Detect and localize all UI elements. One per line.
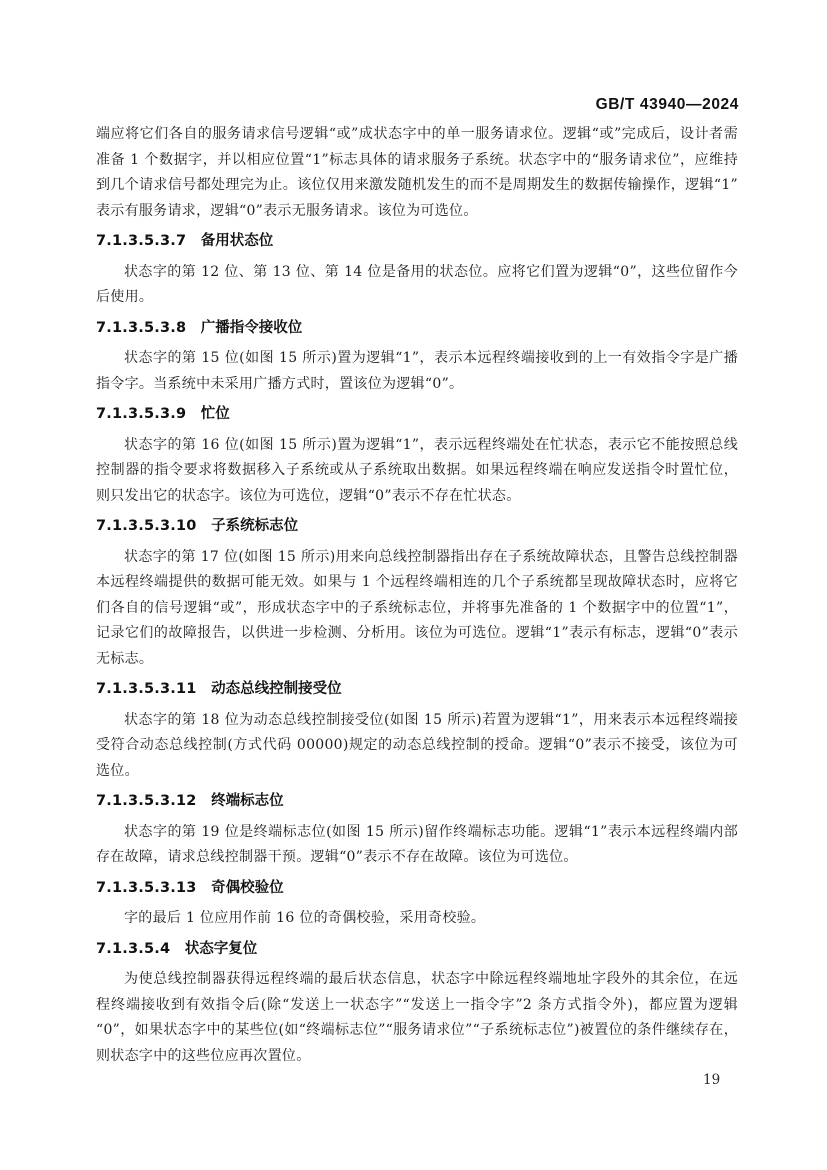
body-paragraph: 为使总线控制器获得远程终端的最后状态信息，状态字中除远程终端地址字段外的其余位，在远程终端接收到有效指令后(除“发送上一状态字”“发送上一指令字”2 条方式指令外)，都应置为逻辑“0”，如果状态字中的某些位(如“终端标志位”“服务请求位”“子系统标志位”)被置位的条件继续存在，则状态字中的这些位应再次置位。: [96, 971, 738, 1064]
section-title: 广播指令接收位: [200, 319, 303, 336]
section-number: 7.1.3.5.3.9: [96, 406, 187, 422]
section-title: 终端标志位: [211, 793, 284, 809]
section-number: 7.1.3.5.3.8: [96, 319, 187, 336]
body-paragraph: 状态字的第 19 位是终端标志位(如图 15 所示)留作终端标志功能。逻辑“1”表示本远程终端内部存在故障，请求总线控制器干预。逻辑“0”表示不存在故障。该位为可选位。: [96, 823, 738, 865]
body-paragraph: 状态字的第 18 位为动态总线控制接受位(如图 15 所示)若置为逻辑“1”，用来表示本远程终端接受符合动态总线控制(方式代码 00000)规定的动态总线控制的授命。逻辑“0”表示不接受，该位为可选位。: [96, 711, 738, 779]
body-paragraph: 状态字的第 17 位(如图 15 所示)用来向总线控制器指出存在子系统故障状态，且警告总线控制器本远程终端提供的数据可能无效。如果与 1 个远程终端相连的几个子系统都呈现故障状态时，应将它们各自的信号逻辑“或”，形成状态字中的子系统标志位，并将事先准备的 1 个数据字中的位置“1”，记录它们的故障报告，以供进一步检测、分析用。该位为可选位。逻辑“1”表示有标志，逻辑“0”表示无标志。: [96, 548, 738, 667]
section-title: 状态字复位: [184, 940, 258, 957]
section-heading: [96, 937, 738, 963]
section-heading: [96, 229, 738, 255]
document-body: [96, 122, 738, 1069]
section-number: 7.1.3.5.3.10: [96, 518, 197, 534]
section-title: 备用状态位: [200, 233, 274, 249]
body-paragraph: 字的最后 1 位应用作前 16 位的奇偶校验，采用奇校验。: [124, 910, 486, 926]
section-number: 7.1.3.5.3.11: [96, 681, 197, 697]
section-title: 奇偶校验位: [211, 879, 284, 896]
section-title: 动态总线控制接受位: [211, 681, 342, 697]
section-title: 子系统标志位: [211, 518, 299, 534]
section-heading: [96, 677, 738, 703]
section-number: 7.1.3.5.4: [96, 940, 171, 957]
section-number: 7.1.3.5.3.12: [96, 793, 197, 809]
section-heading: [96, 789, 738, 815]
section-heading: [96, 514, 738, 540]
body-paragraph: 状态字的第 15 位(如图 15 所示)置为逻辑“1”，表示本远程终端接收到的上一有效指令字是广播指令字。当系统中未采用广播方式时，置该位为逻辑“0”。: [96, 350, 738, 392]
section-heading: [96, 316, 738, 342]
header-doc-code: GB/T 43940—2024: [595, 96, 739, 113]
section-number: 7.1.3.5.3.13: [96, 879, 197, 896]
body-paragraph: 状态字的第 12 位、第 13 位、第 14 位是备用的状态位。应将它们置为逻辑“0”，这些位留作今后使用。: [96, 263, 738, 305]
section-heading: [96, 876, 738, 902]
section-number: 7.1.3.5.3.7: [96, 233, 187, 249]
section-title: 忙位: [200, 406, 230, 422]
page-number: 19: [703, 1072, 721, 1088]
section-heading: [96, 402, 738, 428]
body-paragraph: 状态字的第 16 位(如图 15 所示)置为逻辑“1”，表示远程终端处在忙状态，表示它不能按照总线控制器的指令要求将数据移入子系统或从子系统取出数据。如果远程终端在响应发送指令时置忙位，则只发出它的状态字。该位为可选位，逻辑“0”表示不存在忙状态。: [96, 436, 738, 504]
body-paragraph: 端应将它们各自的服务请求信号逻辑“或”成状态字中的单一服务请求位。逻辑“或”完成后，设计者需准备 1 个数据字，并以相应位置“1”标志具体的请求服务子系统。状态字中的“服务请求位”，应维持到几个请求信号都处理完为止。该位仅用来激发随机发生的而不是周期发生的数据传输操作，逻辑“1”表示有服务请求，逻辑“0”表示无服务请求。该位为可选位。: [96, 126, 738, 219]
